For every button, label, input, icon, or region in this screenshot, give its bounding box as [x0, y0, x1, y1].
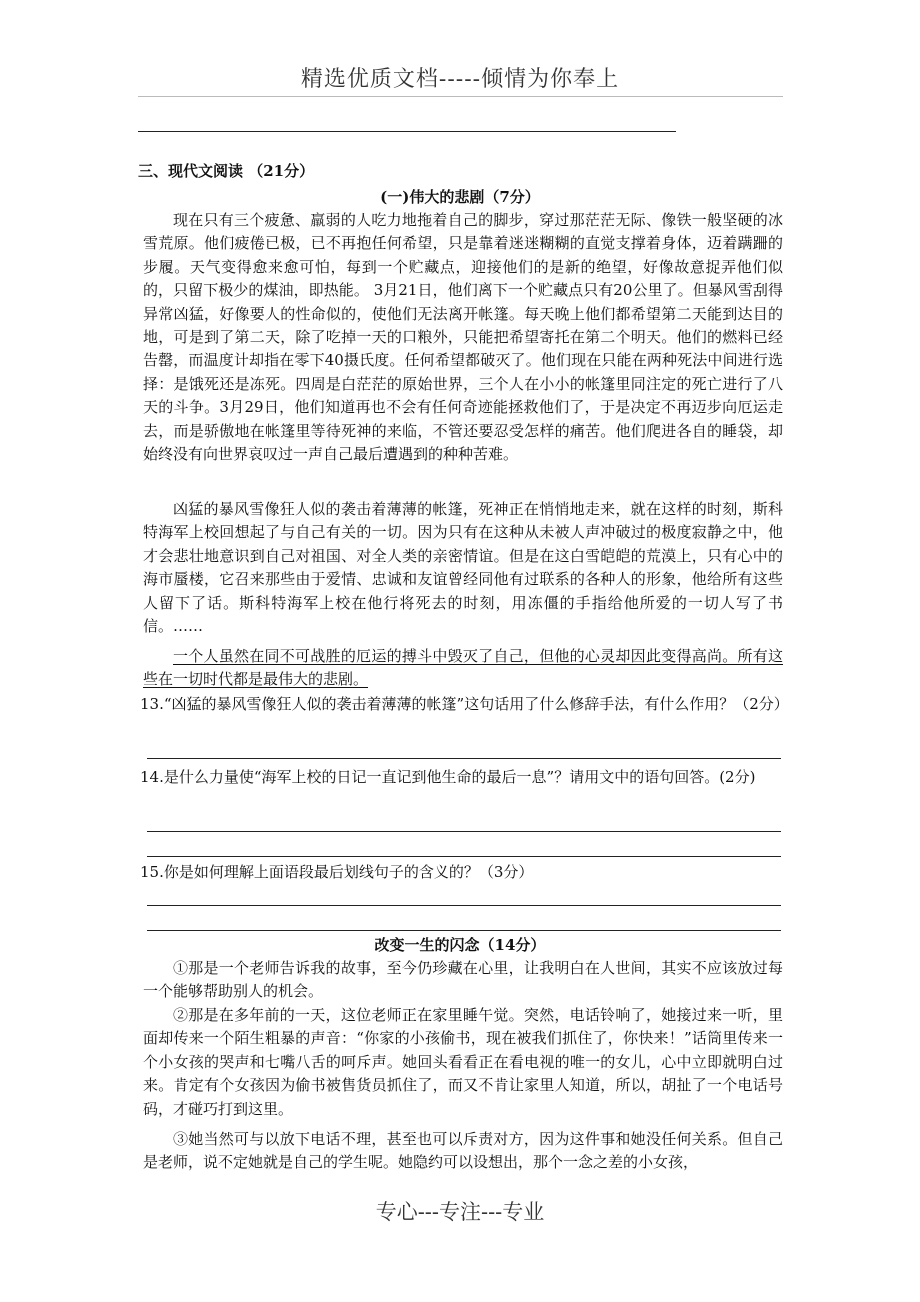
answer-line[interactable]: [147, 856, 781, 857]
header-divider: [138, 96, 783, 97]
article-paragraph: ②那是在多年前的一天，这位老师正在家里睡午觉。突然，电话铃响了，她接过来一听，里面却传来一个陌生粗暴的声音：“你家的小孩偷书，现在被我们抓住了，你快来！”话筒里传来一个小女孩的哭声和七嘴八舌的呵斥声。她回头看看正在看电视的唯一的女儿，心中立即就明白过来。肯定有个女孩因为偷书被售货员抓住了，而又不肯让家里人知道，所以，胡扯了一个电话号码，才碰巧打到这里。: [143, 1006, 783, 1118]
answer-line[interactable]: [147, 831, 781, 832]
page-footer: 专心---专注---专业: [375, 1200, 545, 1224]
article-paragraph: 现在只有三个疲惫、羸弱的人吃力地拖着自己的脚步，穿过那茫茫无际、像铁一般坚硬的冰雪荒原。他们疲倦已极，已不再抱任何希望，只是靠着迷迷糊糊的直觉支撑着身体，迈着蹒跚的步履。天气变得愈来愈可怕，每到一个贮藏点，迎接他们的是新的绝望，好像故意捉弄他们似的，只留下极少的煤油，即热能。 3月21日，他们离下一个贮藏点只有20公里了。但暴风雪刮得异常凶猛，好像要人的性命似的，使他们无法离开帐篷。每天晚上他们都希望第二天能到达目的地，可是到了第二天，除了吃掉一天的口粮外，只能把希望寄托在第二个明天。他们的燃料已经告罄，而温度计却指在零下40摄氏度。任何希望都破灭了。他们现在只能在两种死法中间进行选择：是饿死还是冻死。四周是白茫茫的原始世界，三个人在小小的帐篷里同注定的死亡进行了八天的斗争。3月29日，他们知道再也不会有任何奇迹能拯救他们了，于是决定不再迈步向厄运走去，而是骄傲地在帐篷里等待死神的来临，不管还要忍受怎样的痛苦。他们爬进各自的睡袋，却始终没有向世界哀叹过一声自己最后遭遇到的种种苦难。: [143, 211, 783, 464]
answer-line[interactable]: [147, 758, 781, 759]
article-paragraph: ①那是一个老师告诉我的故事，至今仍珍藏在心里，让我明白在人世间，其实不应该放过每一个能够帮助别人的机会。: [143, 959, 783, 1001]
question-13: 13.“凶猛的暴风雪像狂人似的袭击着薄薄的帐篷”这句话用了什么修辞手法，有什么作用？（2分）: [140, 695, 789, 713]
question-14: 14.是什么力量使“海军上校的日记一直记到他生命的最后一息”？请用文中的语句回答。(2分): [140, 768, 756, 786]
answer-line[interactable]: [147, 905, 781, 906]
answer-line[interactable]: [138, 131, 676, 132]
section-title: 三、现代文阅读 （21分）: [138, 162, 315, 180]
question-15: 15.你是如何理解上面语段最后划线句子的含义的？（3分）: [140, 863, 534, 881]
article-paragraph: 凶猛的暴风雪像狂人似的袭击着薄薄的帐篷，死神正在悄悄地走来，就在这样的时刻，斯科特海军上校回想起了与自己有关的一切。因为只有在这种从未被人声冲破过的极度寂静之中，他才会悲壮地意识到自己对祖国、对全人类的亲密情谊。但是在这白雪皑皑的荒漠上，只有心中的海市蜃楼，它召来那些由于爱情、忠诚和友谊曾经同他有过联系的各种人的形象，他给所有这些人留下了话。斯科特海军上校在他行将死去的时刻，用冻僵的手指给他所爱的一切人写了书信。……: [143, 500, 783, 636]
article-title: 改变一生的闪念（14分）: [374, 936, 546, 954]
article-title: (一)伟大的悲剧（7分）: [380, 188, 540, 206]
answer-line[interactable]: [147, 930, 781, 931]
article-paragraph: ③她当然可与以放下电话不理，甚至也可以斥责对方，因为这件事和她没任何关系。但自己是老师，说不定她就是自己的学生呢。她隐约可以设想出，那个一念之差的小女孩，: [143, 1130, 783, 1172]
underlined-sentence: 一个人虽然在同不可战胜的厄运的搏斗中毁灭了自己，但他的心灵却因此变得高尚。所有这些在一切时代都是最伟大的悲剧。: [143, 647, 783, 689]
page-header-title: 精选优质文档-----倾情为你奉上: [300, 67, 620, 92]
